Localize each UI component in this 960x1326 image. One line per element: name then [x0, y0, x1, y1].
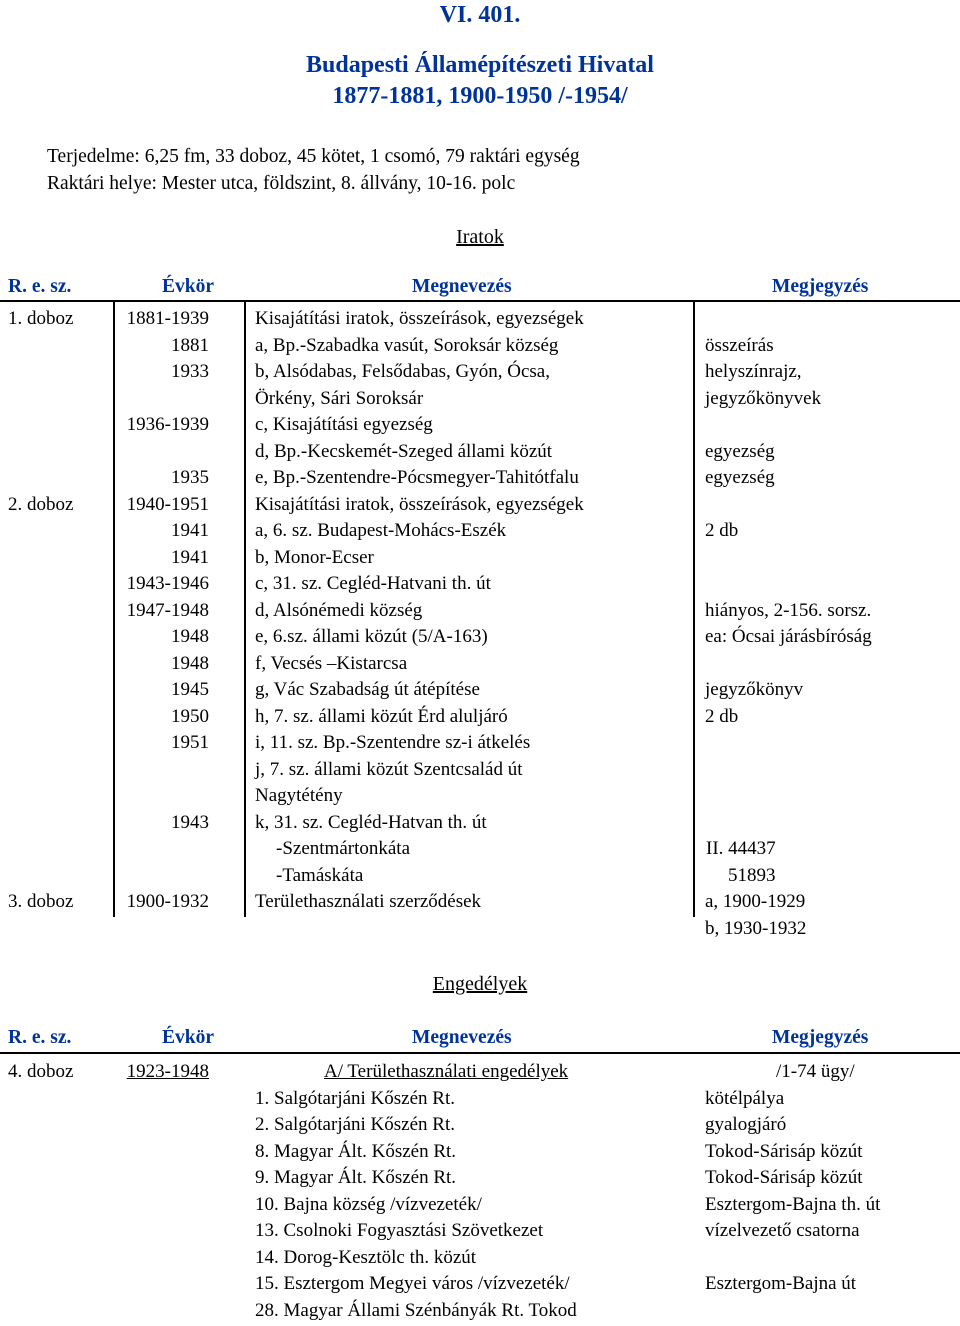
cell-note: összeírás: [705, 334, 774, 356]
cell-name: b, Alsódabas, Felsődabas, Gyón, Ócsa,: [255, 361, 550, 382]
cell-name: 14. Dorog-Kesztölc th. közút: [255, 1246, 477, 1268]
cell-name: 9. Magyar Ált. Kőszén Rt.: [255, 1167, 457, 1188]
cell-name: a, 6. sz. Budapest-Mohács-Eszék: [255, 520, 507, 541]
cell-note: hiányos, 2-156. sorsz.: [705, 599, 872, 621]
cell-years: 1950: [171, 705, 209, 727]
cell-name: g, Vác Szabadság út átépítése: [255, 679, 480, 700]
cell-name: 1. Salgótarjáni Kőszén Rt.: [255, 1087, 455, 1109]
cell-note: jegyzőkönyvek: [705, 387, 822, 409]
cell-name: Kisajátítási iratok, összeírások, egyezségek: [255, 493, 584, 515]
cell-note: kötélpálya: [705, 1087, 785, 1109]
cell-name: j, 7. sz. állami közút Szentcsalád út: [255, 758, 523, 780]
cell-name: 10. Bajna község /vízvezeték/: [255, 1193, 482, 1215]
cell-years: 1933: [171, 361, 209, 382]
cell-name: 2. Salgótarjáni Kőszén Rt.: [255, 1114, 455, 1135]
cell-name: k, 31. sz. Cegléd-Hatvan th. út: [255, 811, 487, 833]
archive-reference: VI. 401.: [439, 2, 521, 28]
cell-name: c, 31. sz. Cegléd-Hatvani th. út: [255, 573, 491, 594]
cell-ref: 4. doboz: [8, 1061, 74, 1082]
page-title: Budapesti Államépítészeti Hivatal: [306, 52, 654, 78]
cell-name: b, Monor-Ecser: [255, 546, 374, 568]
cell-note: egyezség: [705, 440, 775, 462]
cell-note: b, 1930-1932: [705, 917, 807, 939]
cell-note: Tokod-Sárisáp közút: [705, 1140, 863, 1162]
page-subtitle-years: 1877-1881, 1900-1950 /-1954/: [332, 83, 628, 109]
col-header-ref-2: R. e. sz.: [8, 1027, 72, 1048]
cell-years: 1881-1939: [126, 308, 209, 329]
cell-note: 2 db: [705, 520, 739, 541]
header-rule: [0, 300, 960, 302]
cell-note: /1-74 ügy/: [776, 1061, 855, 1082]
cell-name: e, 6.sz. állami közút (5/A-163): [255, 626, 488, 647]
cell-name: a, Bp.-Szabadka vasút, Soroksár község: [255, 334, 559, 356]
cell-note: Tokod-Sárisáp közút: [705, 1167, 863, 1188]
col-header-note-2: Megjegyzés: [772, 1027, 869, 1048]
section-heading-engedelyek: Engedélyek: [432, 973, 528, 995]
cell-name: A/ Területhasználati engedélyek: [324, 1061, 569, 1082]
cell-ref: 3. doboz: [8, 891, 74, 912]
col-header-years-2: Évkör: [162, 1027, 215, 1048]
cell-years: 1948: [171, 652, 209, 674]
extent-line: Terjedelme: 6,25 fm, 33 doboz, 45 kötet, 1 csomó, 79 raktári egység: [47, 146, 580, 167]
section-heading-iratok: Iratok: [456, 226, 504, 248]
cell-name: 28. Magyar Állami Szénbányák Rt. Tokod: [255, 1299, 577, 1321]
cell-years: 1943: [171, 811, 209, 833]
cell-name: e, Bp.-Szentendre-Pócsmegyer-Tahitótfalu: [255, 467, 579, 488]
col-header-name-2: Megnevezés: [412, 1027, 512, 1048]
cell-years: 1943-1946: [126, 573, 209, 594]
cell-name: Nagytétény: [255, 785, 343, 806]
cell-name: d, Bp.-Kecskemét-Szeged állami közút: [255, 440, 553, 462]
cell-name: Kisajátítási iratok, összeírások, egyezségek: [255, 308, 584, 329]
cell-years: 1923-1948: [126, 1061, 209, 1082]
cell-years: 1940-1951: [126, 493, 209, 515]
cell-years: 1936-1939: [126, 414, 209, 435]
cell-name: 8. Magyar Ált. Kőszén Rt.: [255, 1140, 457, 1162]
cell-years: 1945: [171, 679, 209, 700]
cell-name: d, Alsónémedi község: [255, 599, 423, 621]
cell-name: f, Vecsés –Kistarcsa: [255, 652, 408, 674]
column-divider-3: [693, 302, 695, 917]
cell-years: 1935: [171, 467, 209, 488]
cell-ref: 2. doboz: [8, 493, 74, 515]
col-header-note: Megjegyzés: [772, 276, 869, 297]
cell-note: II. 44437: [706, 838, 776, 859]
cell-note: a, 1900-1929: [705, 891, 806, 912]
cell-ref: 1. doboz: [8, 308, 74, 329]
cell-years: 1948: [171, 626, 209, 647]
cell-name: h, 7. sz. állami közút Érd aluljáró: [255, 705, 508, 727]
col-header-name: Megnevezés: [412, 276, 512, 297]
col-header-ref: R. e. sz.: [8, 276, 72, 297]
cell-name: 13. Csolnoki Fogyasztási Szövetkezet: [255, 1220, 544, 1241]
cell-note: egyezség: [705, 467, 775, 488]
cell-note: vízelvezető csatorna: [705, 1220, 860, 1241]
cell-note: helyszínrajz,: [705, 361, 802, 382]
location-line: Raktári helye: Mester utca, földszint, 8. állvány, 10-16. polc: [47, 173, 516, 194]
cell-note: Esztergom-Bajna út: [705, 1273, 857, 1294]
cell-name: Örkény, Sári Soroksár: [255, 387, 424, 409]
cell-note: jegyzőkönyv: [705, 679, 804, 700]
cell-note: Esztergom-Bajna th. út: [705, 1193, 881, 1215]
cell-note: 51893: [728, 864, 776, 886]
cell-note: 2 db: [705, 705, 739, 727]
cell-years: 1947-1948: [126, 599, 209, 621]
cell-note: gyalogjáró: [705, 1114, 787, 1135]
cell-name: -Szentmártonkáta: [276, 838, 411, 859]
cell-years: 1941: [171, 546, 209, 568]
cell-years: 1881: [171, 334, 209, 356]
cell-years: 1941: [171, 520, 209, 541]
cell-note: ea: Ócsai járásbíróság: [705, 626, 872, 647]
cell-name: c, Kisajátítási egyezség: [255, 414, 433, 435]
cell-name: Területhasználati szerződések: [255, 891, 482, 912]
col-header-years: Évkör: [162, 276, 215, 297]
cell-years: 1900-1932: [126, 891, 209, 912]
header-rule-2: [0, 1052, 960, 1054]
cell-years: 1951: [171, 732, 209, 753]
cell-name: -Tamáskáta: [276, 864, 364, 886]
cell-name: i, 11. sz. Bp.-Szentendre sz-i átkelés: [255, 732, 531, 753]
column-divider-2: [244, 302, 246, 917]
cell-name: 15. Esztergom Megyei város /vízvezeték/: [255, 1273, 570, 1294]
